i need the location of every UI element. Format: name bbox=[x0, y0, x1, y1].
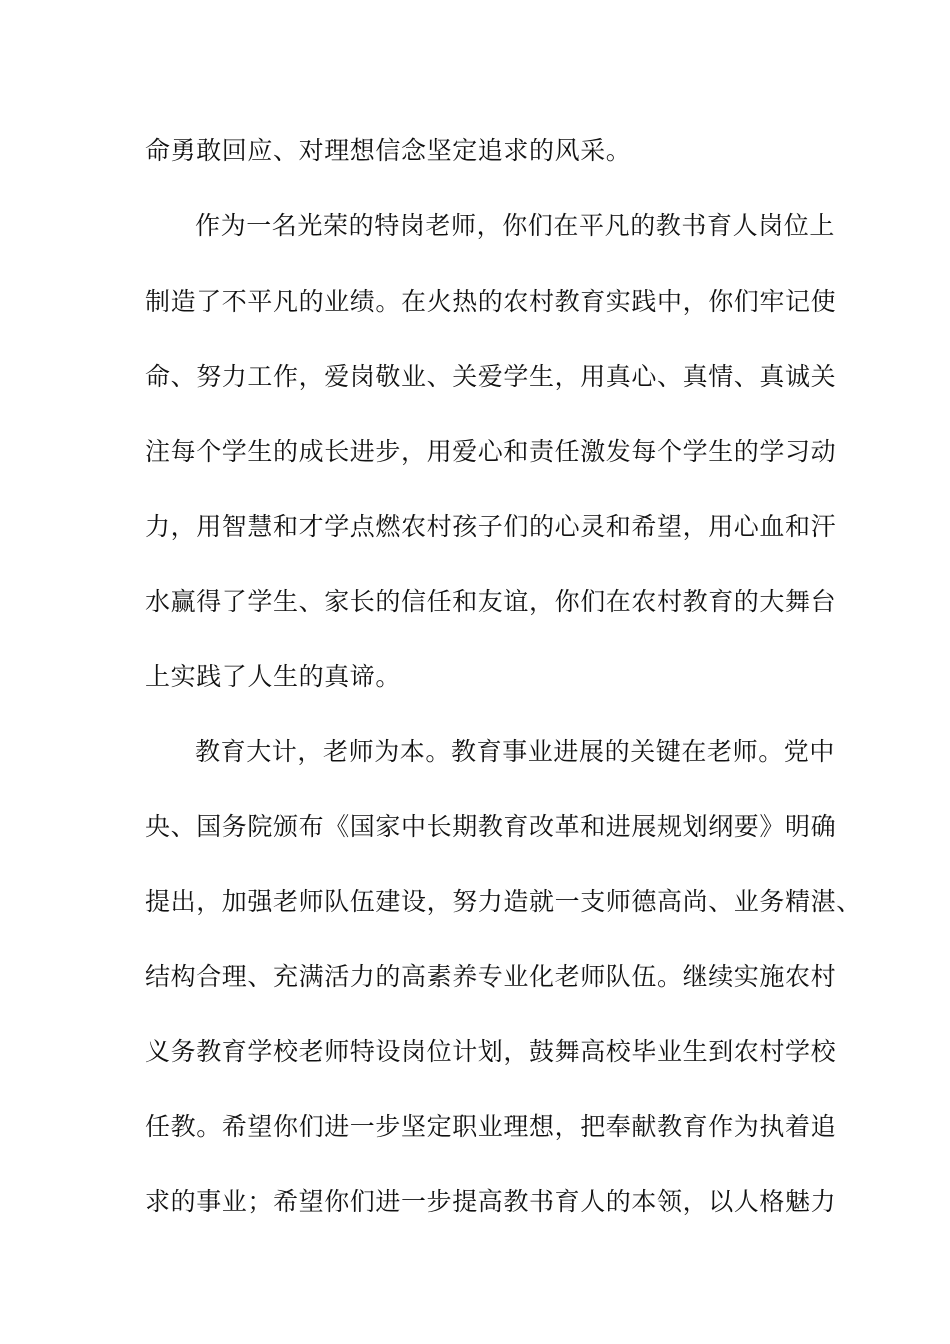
text-line: 义务教育学校老师特设岗位计划，鼓舞高校毕业生到农村学校 bbox=[145, 1037, 837, 1066]
text-line: 制造了不平凡的业绩。在火热的农村教育实践中，你们牢记使 bbox=[145, 287, 837, 316]
text-line: 求的事业；希望你们进一步提高教书育人的本领，以人格魅力 bbox=[145, 1187, 837, 1216]
text-line: 上实践了人生的真谛。 bbox=[145, 662, 402, 691]
text-line: 命、努力工作，爱岗敬业、关爱学生，用真心、真情、真诚关 bbox=[145, 362, 837, 391]
text-line: 提出，加强老师队伍建设，努力造就一支师德高尚、业务精湛、 bbox=[145, 887, 862, 916]
paragraph-first-line: 教育大计，老师为本。教育事业进展的关键在老师。党中 bbox=[195, 737, 836, 766]
text-line: 力，用智慧和才学点燃农村孩子们的心灵和希望，用心血和汗 bbox=[145, 512, 837, 541]
text-line: 注每个学生的成长进步，用爱心和责任激发每个学生的学习动 bbox=[145, 437, 837, 466]
text-line: 命勇敢回应、对理想信念坚定追求的风采。 bbox=[145, 136, 632, 165]
text-line: 结构合理、充满活力的高素养专业化老师队伍。继续实施农村 bbox=[145, 962, 837, 991]
text-line: 任教。希望你们进一步坚定职业理想，把奉献教育作为执着追 bbox=[145, 1112, 837, 1141]
text-line: 水赢得了学生、家长的信任和友谊，你们在农村教育的大舞台 bbox=[145, 587, 837, 616]
paragraph-first-line: 作为一名光荣的特岗老师，你们在平凡的教书育人岗位上 bbox=[195, 211, 836, 240]
text-line: 央、国务院颁布《国家中长期教育改革和进展规划纲要》明确 bbox=[145, 812, 837, 841]
